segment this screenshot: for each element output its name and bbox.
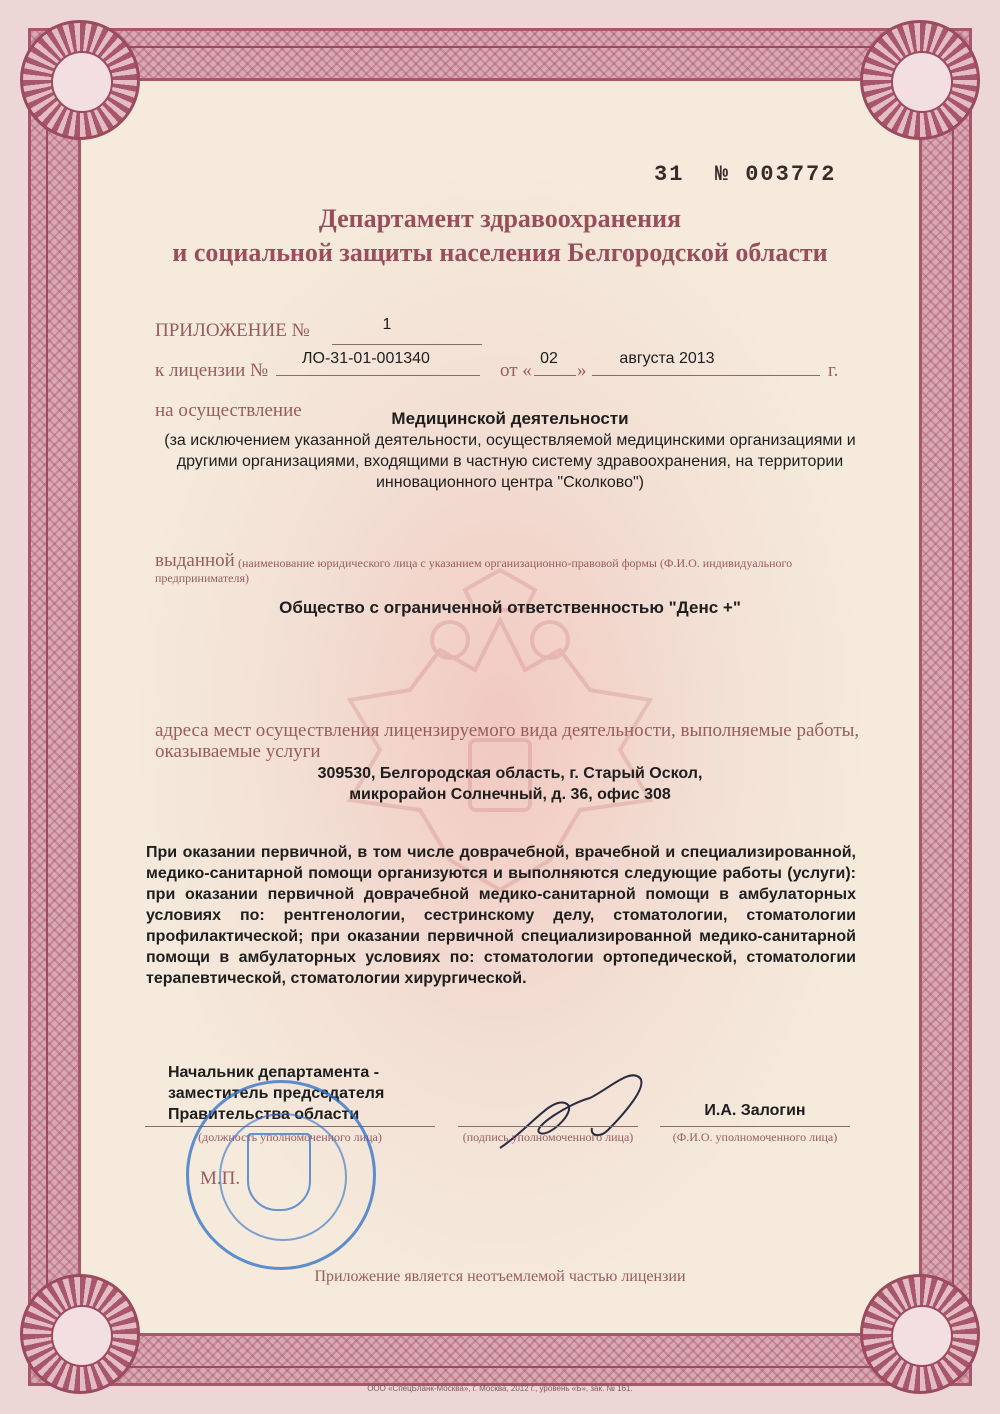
date-from-label: от «	[500, 360, 532, 381]
year-suffix: г.	[828, 360, 839, 381]
license-day: 02	[540, 350, 558, 367]
name-hint: (Ф.И.О. уполномоченного лица)	[672, 1130, 838, 1144]
day-underline	[534, 375, 576, 376]
issued-label: выданной	[155, 550, 235, 571]
stamp-place-label: М.П.	[200, 1168, 241, 1189]
address-line1: 309530, Белгородская область, г. Старый Оскол,	[317, 765, 703, 782]
appendix-underline	[332, 344, 482, 345]
corner-rosette-icon	[860, 20, 980, 140]
serial-value: 003772	[745, 162, 837, 187]
works-description: При оказании первичной, в том числе доврачебной, врачебной и специализированной, медико-санитарной помощи организуются и выполняются следующие работы (услуги): при оказании первичной доврачебной медико-санитарной помощи в амбулаторных условиях по: рентгенологии, сестринскому делу, стоматологии, стоматологии профилактической; при оказании первичной специализированной медико-санитарной помощи в амбулаторных условиях по: стоматологии ортопедической, стоматологии терапевтической, стоматологии хирургической.	[146, 844, 856, 987]
coat-of-arms-icon	[247, 1133, 311, 1211]
handwritten-signature	[470, 1058, 660, 1168]
address-label-cont: оказываемые услуги	[155, 741, 321, 762]
corner-rosette-icon	[20, 20, 140, 140]
position-hint: (должность уполномоченного лица)	[198, 1130, 382, 1144]
position-line3: Правительства области	[168, 1106, 360, 1123]
address-line2: микрорайон Солнечный, д. 36, офис 308	[349, 786, 671, 803]
appendix-number: 1	[382, 316, 392, 333]
name-underline	[660, 1126, 850, 1127]
appendix-footer-note: Приложение является неотъемлемой частью лицензии	[314, 1268, 686, 1285]
activity-title: Медицинской деятельности	[391, 409, 629, 428]
date-quote-close: »	[577, 360, 587, 381]
month-underline	[592, 375, 820, 376]
license-underline	[276, 375, 480, 376]
issued-hint: (наименование юридического лица с указанием организационно-правовой формы (Ф.И.О. индивидуального	[238, 556, 793, 570]
activity-label: на осуществление	[155, 400, 302, 421]
license-month-year: августа 2013	[619, 350, 715, 367]
position-line2: заместитель председателя	[168, 1085, 385, 1102]
license-number: ЛО-31-01-001340	[302, 350, 430, 367]
activity-note: (за исключением указанной деятельности, осуществляемой медицинскими организациями и другими организациями, входящими в частную систему здравоохранения, на территории инновационного центра "Сколково")	[164, 432, 856, 491]
signature-hint: (подпись уполномоченного лица)	[462, 1130, 634, 1144]
issuer-name-line1: Департамент здравоохранения	[318, 204, 682, 233]
corner-rosette-icon	[860, 1274, 980, 1394]
official-seal	[186, 1080, 376, 1270]
signatory-name: И.А. Залогин	[704, 1102, 806, 1119]
number-sign: №	[714, 162, 731, 187]
address-label: адреса мест осуществления лицензируемого вида деятельности, выполняемые работы,	[155, 720, 860, 741]
issuer-name-line2: и социальной защиты населения Белгородской области	[172, 238, 828, 267]
licensee-name: Общество с ограниченной ответственностью "Денс +"	[279, 598, 741, 617]
serial-series: 31	[654, 162, 685, 187]
serial-number	[654, 162, 836, 187]
signature-underline	[458, 1126, 638, 1127]
issued-hint-cont: предпринимателя)	[155, 571, 249, 585]
appendix-label: ПРИЛОЖЕНИЕ №	[155, 320, 310, 341]
position-line1: Начальник департамента -	[168, 1064, 380, 1081]
corner-rosette-icon	[20, 1274, 140, 1394]
license-label: к лицензии №	[155, 360, 269, 381]
printer-imprint: ООО «СпецБланк-Москва», г. Москва, 2012 г., уровень «Б», зак. № 161.	[367, 1384, 633, 1393]
